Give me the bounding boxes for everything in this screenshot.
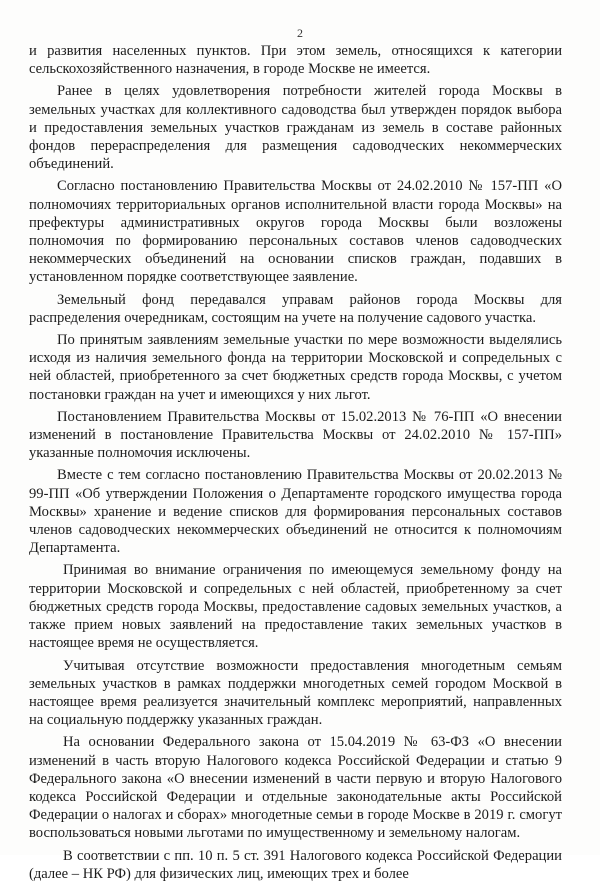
paragraph-5: По принятым заявлениям земельные участки по мере возможности выделялись исходя из наличия земельного фонда на территории Московской и сопредельных с ней областей, приобретенного за счет бюджетных средств города Москвы, с учетом постановки граждан на учет и имеющихся у них льгот. xyxy=(29,332,562,403)
paragraph-11: В соответствии с пп. 10 п. 5 ст. 391 Налогового кодекса Российской Федерации (далее – НК РФ) для физических лиц, имеющих трех и более xyxy=(29,847,562,882)
paragraph-8: Принимая во внимание ограничения по имеющемуся земельному фонду на территории Московской и сопредельных с ней областей, приобретенному за счет бюджетных средств города Москвы, предоставление садовых земельных участков, а также прием новых заявлений на предоставление таких земельных участков в настоящее время не осуществляется. xyxy=(29,562,562,652)
paragraph-10: На основании Федерального закона от 15.04.2019 № 63-ФЗ «О внесении изменений в часть вторую Налогового кодекса Российской Федерации и статью 9 Федерального закона «О внесении изменений в части первую и вторую Налогового кодекса Российской Федерации и отдельные законодательные акты Российской Федерации о налогах и сборах» многодетные семьи в городе Москве в 2019 г. смогут воспользоваться новыми льготами по имущественному и земельному налогам. xyxy=(29,734,562,842)
paragraph-3: Согласно постановлению Правительства Москвы от 24.02.2010 № 157-ПП «О полномочиях территориальных органов исполнительной власти города Москвы» на префектуры административных округов города Москвы были возложены полномочия по формированию персональных составов членов садоводческих некоммерческих объединений на основании списков граждан, подавших в установленном порядке соответствующее заявление. xyxy=(29,178,562,286)
paragraph-4: Земельный фонд передавался управам районов города Москвы для распределения очередникам, состоящим на учете на получение садового участка. xyxy=(29,291,562,326)
paragraph-9: Учитывая отсутствие возможности предоставления многодетным семьям земельных участков в рамках поддержки многодетных семей городом Москвой в настоящее время реализуется значительный комплекс мероприятий, направленных на социальную поддержку указанных граждан. xyxy=(29,657,562,729)
paragraph-7: Вместе с тем согласно постановлению Правительства Москвы от 20.02.2013 № 99-ПП «Об утверждении Положения о Департаменте городского имущества города Москвы» хранение и ведение списков для формирования персональных составов членов садоводческих некоммерческих объединений не относится к полномочиям Департамента. xyxy=(29,467,562,557)
paragraph-6: Постановлением Правительства Москвы от 15.02.2013 № 76-ПП «О внесении изменений в постановление Правительства Москвы от 24.02.2010 № 157-ПП» указанные полномочия исключены. xyxy=(29,408,562,462)
paragraph-2: Ранее в целях удовлетворения потребности жителей города Москвы в земельных участках для коллективного садоводства был утвержден порядок выбора и предоставления земельных участков гражданам из земель в составе районных фондов перераспределения для размещения садоводческих некоммерческих объединений. xyxy=(29,83,562,173)
page-number: 2 xyxy=(297,26,303,40)
paragraph-1: и развития населенных пунктов. При этом земель, относящихся к категории сельскохозяйственного назначения, в городе Москве не имеется. xyxy=(29,43,562,78)
